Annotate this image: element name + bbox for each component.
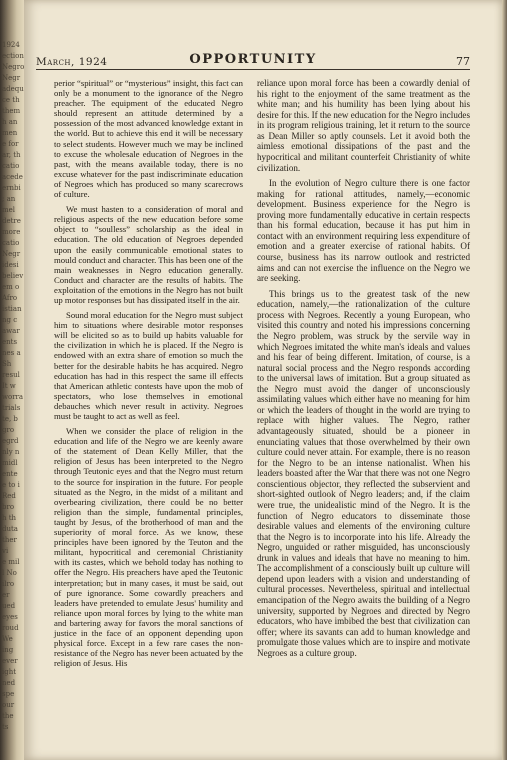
- gutter-fragment: the: [2, 712, 14, 720]
- gutter-fragment: them: [2, 107, 21, 115]
- gutter-fragment: acede: [2, 173, 23, 181]
- facing-page-text-fragments: [2, 40, 24, 740]
- paragraph: reliance upon moral force has been a cowardly denial of his right to the enjoyment of the same treatment as the white man; and his humility has been lying about his desire for this. If the new education for the Negro includes in its program religious training, let it return to the source as Dean Miller so aptly counsels. Let it avoid both the aimless emotional dissipations of the past and the hypocritical and militant counterfeit Christianity of white civilization.: [257, 78, 470, 173]
- gutter-fragment: our: [2, 701, 15, 709]
- gutter-fragment: e mil: [2, 558, 20, 566]
- gutter-fragment: worra: [2, 393, 24, 401]
- gutter-fragment: detre: [2, 217, 21, 225]
- gutter-fragment: ng c: [2, 316, 18, 324]
- gutter-fragment: e for: [2, 140, 19, 148]
- gutter-fragment: h an: [2, 118, 18, 126]
- gutter-fragment: ; an: [2, 195, 16, 203]
- gutter-fragment: ilro: [2, 580, 15, 588]
- gutter-fragment: Red: [2, 492, 16, 500]
- gutter-fragment: Negro: [2, 63, 24, 71]
- right-column: [257, 78, 470, 658]
- gutter-fragment: ight: [2, 668, 17, 676]
- gutter-fragment: catio: [2, 162, 20, 170]
- page-number: 77: [456, 55, 470, 68]
- gutter-fragment: l No: [2, 569, 17, 577]
- gutter-fragment: ents: [2, 338, 18, 346]
- gutter-fragment: trials: [2, 404, 21, 412]
- gutter-fragment: ts: [2, 723, 9, 731]
- running-header: [36, 50, 470, 68]
- gutter-fragment: e to i: [2, 481, 20, 489]
- gutter-fragment: awar: [2, 327, 20, 335]
- gutter-fragment: 1924: [2, 41, 20, 49]
- gutter-fragment: ther: [2, 536, 17, 544]
- header-rule: [36, 69, 470, 70]
- gutter-fragment: more: [2, 228, 21, 236]
- gutter-fragment: adequ: [2, 85, 24, 93]
- facing-page-gutter: [0, 0, 24, 760]
- gutter-fragment: We: [2, 635, 13, 643]
- gutter-fragment: ection: [2, 52, 24, 60]
- gutter-fragment: nly n: [2, 448, 20, 456]
- gutter-fragment: resul: [2, 371, 20, 379]
- paragraph: Sound moral education for the Negro must subject him to situations where desirable motor responses will be elicited so as to build up habits valuable for the civilization in which he is placed. If the Negro is endowed with an extra share of emotion so much the better for the desirable habits he has acquired. Negro education has had in this respect the same ill effects that American athletic contests have upon the mob of spectators, who lose themselves in emotional debauches which never result in activity. Negroes must be taught to act as well as feel.: [54, 310, 243, 421]
- gutter-fragment: ued: [2, 602, 16, 610]
- gutter-fragment: spe: [2, 690, 15, 698]
- magazine-title: OPPORTUNITY: [189, 52, 317, 67]
- paragraph: This brings us to the greatest task of the new education, namely,—the rationalization of the culture process with Negroes. Recently a young European, who visited this country and noted his impressions concerning the Negro problem, was struck by the servile way in which Negroes imitated the white man's ideals and values and his fear of being different. Imitation, of course, is a natural social process and the Negro responds according to the universal laws of imitation. But a group situated as the Negro must avoid the danger of unconsciously assimilating values which either have no meaning for him or which the leaders of thought in the world are trying to replace with higher values. The Negro, rather advantageously situated, should be a pioneer in enunciating values that those overwhelmed by their own culture could never attain. For example, there is no reason for the Negro to be an intense nationalist. When his leaders boasted after the War that there was not one Negro conscientious objector, they reflected the subservient and short-sighted outlook of Negro leaders; and, if the claim were true, the unidealistic mind of the Negro. It is the function of Negro educators to disseminate those desirable values and elements of the environing culture that the Negro is to incorporate into his life. Already the Negro, unguided or rather misguided, has unconsciously drunk in values and ideals that have no meaning to him. The accomplishment of a consciously built up culture will depend upon leaders with a vision and understanding of cultural processes. Nevertheless, spiritual and intellectual emancipation of the Negro awaits the building of a Negro university, supported by Negroes and directed by Negro educators, who have imbibed the best that civilization can offer; where its savants can add to human knowledge and promulgate those values which are to inspire and motivate Negroes as a culture group.: [257, 288, 470, 658]
- gutter-fragment: ente: [2, 470, 18, 478]
- page-edge: [502, 0, 507, 760]
- gutter-fragment: nes a: [2, 349, 21, 357]
- gutter-fragment: bro: [2, 503, 15, 511]
- gutter-fragment: ce th: [2, 96, 20, 104]
- gutter-fragment: ernbi: [2, 184, 21, 192]
- left-column: [54, 78, 243, 668]
- paragraph: When we consider the place of religion in the education and life of the Negro we are keenly aware of the statement of Dean Kelly Miller, that the religion of Jesus has been interpreted to the Negro through Teutonic eyes and that the Negro must return to the source for inspiration in the future. For people situated as the Negro, in the midst of a militant and overbearing civilization, there could be no better religion than the simple, fundamental principles, taught by Jesus, of the brotherhood of man and the superiority of moral force. As we know, these principles have been ignored by the Teuton and the militant, hypocritical and ceremonial Christianity with its castes, which we behold today has nothing to offer the Negro. His preachers have aped the Teutonic interpretation; but in many cases, it must be said, out of pure ignorance. Some cowardly preachers and leaders have pretended to emulate Jesus' humility and reliance upon moral forces by lying to the white man and bartering away for favors the moral sanctions of justice in the face of an opponent depending upon physical force. Except in a few rare cases the non-resistance of the Negro has never been actuated by the religion of Jesus. His: [54, 426, 243, 669]
- paragraph: perior “spiritual” or “mysterious” insight, this fact can only be a monument to the ignorance of the Negro preacher. The equipment of the educated Negro should represent an attitude determined by a possession of the most advanced knowledge extant in the world. But to achieve this end it will be necessary to select students. However much we may be inclined to excuse the wholesale education of Negroes in the past, with the means available today, there is no excuse whatever for the past indiscriminate education of Negroes which has produced so many scarecrows of culture.: [54, 78, 243, 200]
- gutter-fragment: ever: [2, 657, 18, 665]
- gutter-fragment: men: [2, 129, 18, 137]
- gutter-fragment: ned: [2, 679, 16, 687]
- gutter-fragment: gro: [2, 426, 15, 434]
- paragraph: We must hasten to a consideration of moral and religious aspects of the new education before some object to “soulless” scholarship as the ideal in education. The old education of Negroes depended upon the easily communicable emotional states to mould conduct and character. This has been one of the main weaknesses in Negro education generally. Conduct and character are the results of habits. The exploitation of the emotions in the Negro has not built up motor responses but has dissipated itself in the air.: [54, 204, 243, 305]
- gutter-fragment: h th: [2, 514, 17, 522]
- gutter-fragment: vi: [2, 547, 9, 555]
- gutter-fragment: istian: [2, 305, 22, 313]
- gutter-fragment: Negr: [2, 250, 21, 258]
- gutter-fragment: Negr: [2, 74, 21, 82]
- issue-date: March, 1924: [36, 56, 108, 68]
- gutter-fragment: er: [2, 591, 10, 599]
- gutter-fragment: roud: [2, 624, 19, 632]
- gutter-fragment: midl: [2, 459, 18, 467]
- gutter-fragment: It w: [2, 382, 16, 390]
- gutter-fragment: duta: [2, 525, 18, 533]
- gutter-fragment: Sh: [2, 360, 12, 368]
- gutter-fragment: catio: [2, 239, 20, 247]
- gutter-fragment: egrd: [2, 437, 19, 445]
- gutter-fragment: te, b: [2, 415, 18, 423]
- gutter-fragment: ing: [2, 646, 14, 654]
- gutter-fragment: eyes: [2, 613, 18, 621]
- gutter-fragment: believ: [2, 272, 24, 280]
- gutter-fragment: idesi: [2, 261, 19, 269]
- gutter-fragment: mel: [2, 206, 16, 214]
- gutter-fragment: ar, th: [2, 151, 21, 159]
- paragraph: In the evolution of Negro culture there is one factor making for rational attitudes, namely,—economic development. Business experience for the Negro is proving more fundamentally educative in certain respects than his formal education, because it has put him in contact with an environment requiring less expenditure of emotion and a greater exercise of rational habits. Of course, business has its narrow outlook and restricted aims and can not exercise the influence on the Negro we are seeking.: [257, 178, 470, 284]
- gutter-fragment: Afro: [2, 294, 18, 302]
- gutter-fragment: em o: [2, 283, 20, 291]
